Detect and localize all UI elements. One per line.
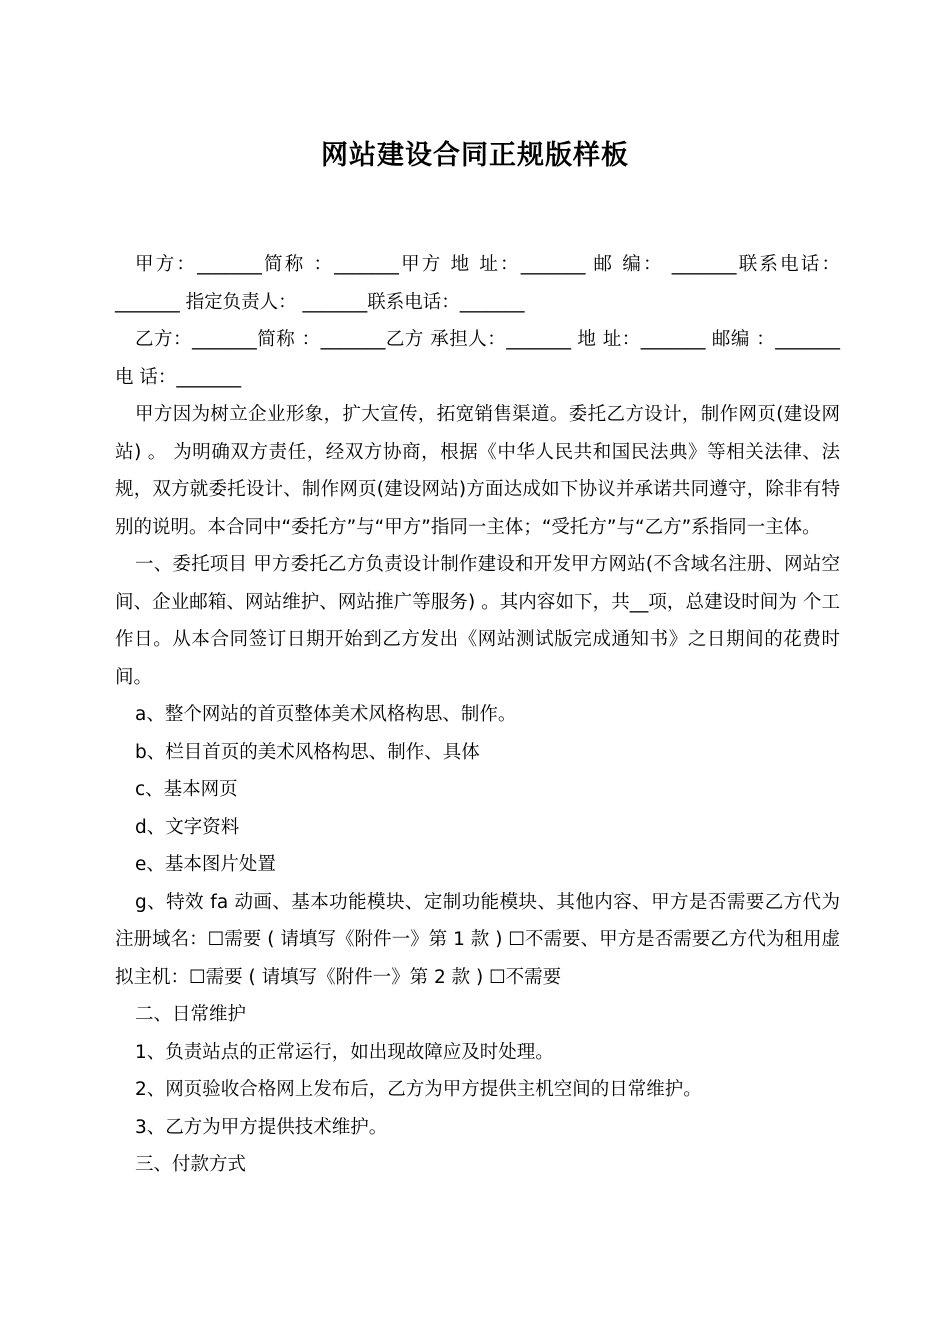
section-3-heading: 三、付款方式	[135, 1154, 247, 1175]
list-item: c、基本网页	[135, 779, 238, 800]
list-item: 3、乙方为甲方提供技术维护。	[135, 1116, 388, 1138]
list-item: e、基本图片处置	[135, 854, 276, 875]
list-item: 2、网页验收合格网上发布后，乙方为甲方提供主机空间的日常维护。	[135, 1079, 702, 1100]
item-g-paragraph: g、特效 fa 动画、基本功能模块、定制功能模块、其他内容、甲方是否需要乙方代为注册域名：☐需要 ( 请填写《附件一》第 1 款 ) ☐不需要、甲方是否需要乙方代为租用虚拟主机：☐需要 ( 请填写《附件一》第 2 款 ) ☐不需要	[115, 891, 840, 988]
list-item: a、整个网站的首页整体美术风格构思、制作。	[135, 704, 517, 725]
section-2-heading: 二、日常维护	[135, 1004, 247, 1025]
list-item: 1、负责站点的正常运行，如出现故障应及时处理。	[135, 1041, 554, 1063]
list-item: d、文字资料	[135, 816, 240, 838]
document-body	[115, 246, 840, 1184]
preamble-paragraph: 甲方因为树立企业形象，扩大宣传，拓宽销售渠道。委托乙方设计，制作网页(建设网站) 。 为明确双方责任，经双方协商，根据《中华人民共和国民法典》等相关法律、法规，双方就委托设计、制作网页(建设网站)方面达成如下协议并承诺共同遵守，除非有特别的说明。本合同中“委托方”与“甲方”指同一主体；“受托方”与“乙方”系指同一主体。	[115, 404, 840, 538]
party-b-info: 乙方：_______简称 ：_______乙方 承担人：_______ 地 址：_______ 邮编 ：_______电 话：_______	[115, 329, 840, 388]
list-item: b、栏目首页的美术风格构思、制作、具体	[135, 741, 480, 763]
section-1-paragraph: 一、委托项目 甲方委托乙方负责设计制作建设和开发甲方网站(不含域名注册、网站空间、企业邮箱、网站维护、网站推广等服务) 。其内容如下，共__项，总建设时间为 个工作日。从本合同签订日期开始到乙方发出《网站测试版完成通知书》之日期间的花费时间。	[115, 554, 840, 688]
document-title: 网站建设合同正规版样板	[321, 140, 629, 171]
party-a-info: 甲方：_______简称 ：_______甲方 地 址：_______ 邮 编： _______联系电话：_______ 指定负责人： _______联系电话：_______	[115, 254, 840, 313]
